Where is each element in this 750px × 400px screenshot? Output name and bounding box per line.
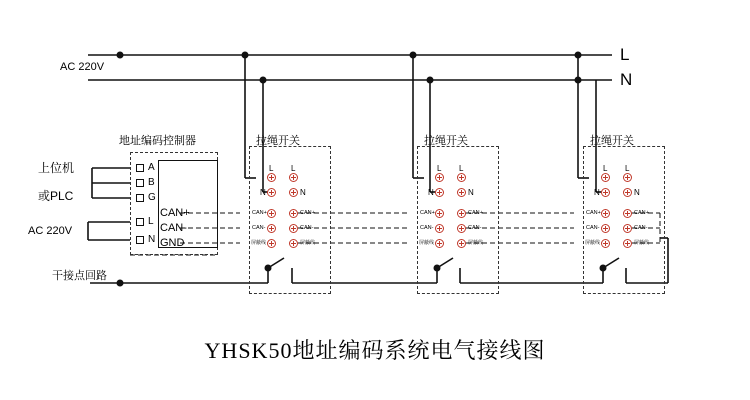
switch-1-terminal-shield-a[interactable] bbox=[267, 239, 276, 248]
switch-3-label-L1: L bbox=[603, 164, 608, 173]
switch-2-terminal-N1[interactable] bbox=[435, 188, 444, 197]
host-computer-label: 上位机 bbox=[38, 161, 75, 175]
switch-3-label-canminus-b: CAN- bbox=[634, 225, 648, 231]
switch-2-terminal-CANplus-a[interactable] bbox=[435, 209, 444, 218]
controller-inner-box bbox=[158, 160, 218, 248]
switch-2-label-N1: N bbox=[428, 188, 434, 197]
controller-terminal-label-B: B bbox=[148, 177, 155, 188]
switch-title-1: 拉绳开关 bbox=[256, 135, 300, 147]
switch-box-3 bbox=[583, 146, 665, 294]
switch-2-label-N2: N bbox=[468, 188, 474, 197]
switch-1-label-canminus-b: CAN- bbox=[300, 225, 314, 231]
switch-2-terminal-L1[interactable] bbox=[435, 173, 444, 182]
switch-1-label-canplus-b: CAN+ bbox=[300, 210, 315, 216]
switch-2-label-canminus-b: CAN- bbox=[468, 225, 482, 231]
switch-2-terminal-shield-b[interactable] bbox=[457, 239, 466, 248]
switch-3-terminal-CANplus-b[interactable] bbox=[623, 209, 632, 218]
plc-label: 或PLC bbox=[38, 189, 74, 203]
switch-1-label-canminus-a: CAN- bbox=[252, 225, 266, 231]
controller-gnd-label: GND bbox=[160, 237, 185, 249]
switch-3-label-shield-a: 屏蔽线 bbox=[585, 240, 601, 246]
switch-3-terminal-shield-b[interactable] bbox=[623, 239, 632, 248]
switch-2-label-canminus-a: CAN- bbox=[420, 225, 434, 231]
diagram-title: YHSK50地址编码系统电气接线图 bbox=[204, 338, 546, 363]
switch-1-terminal-CANminus-b[interactable] bbox=[289, 224, 298, 233]
controller-terminal-label-A: A bbox=[148, 162, 155, 173]
switch-1-label-shield-b: 屏蔽线 bbox=[300, 240, 316, 246]
switch-1-label-shield-a: 屏蔽线 bbox=[251, 240, 267, 246]
switch-2-terminal-shield-a[interactable] bbox=[435, 239, 444, 248]
switch-1-terminal-L1[interactable] bbox=[267, 173, 276, 182]
switch-2-terminal-CANplus-b[interactable] bbox=[457, 209, 466, 218]
switch-2-label-L2: L bbox=[459, 164, 464, 173]
switch-1-terminal-CANplus-b[interactable] bbox=[289, 209, 298, 218]
switch-1-terminal-L2[interactable] bbox=[289, 173, 298, 182]
switch-2-terminal-L2[interactable] bbox=[457, 173, 466, 182]
controller-terminal-G[interactable] bbox=[136, 194, 144, 202]
controller-terminal-label-L: L bbox=[148, 216, 154, 227]
switch-3-terminal-L1[interactable] bbox=[601, 173, 610, 182]
switch-2-terminal-N2[interactable] bbox=[457, 188, 466, 197]
controller-title: 地址编码控制器 bbox=[119, 135, 196, 147]
switch-3-terminal-N2[interactable] bbox=[623, 188, 632, 197]
switch-3-label-shield-b: 屏蔽线 bbox=[634, 240, 650, 246]
switch-2-label-canplus-b: CAN+ bbox=[468, 210, 483, 216]
switch-3-label-canplus-b: CAN+ bbox=[634, 210, 649, 216]
switch-1-terminal-N1[interactable] bbox=[267, 188, 276, 197]
switch-2-label-canplus-a: CAN+ bbox=[420, 210, 435, 216]
switch-1-terminal-shield-b[interactable] bbox=[289, 239, 298, 248]
controller-can-minus-label: CAN- bbox=[160, 222, 187, 234]
controller-terminal-L[interactable] bbox=[136, 218, 144, 226]
switch-title-3: 拉绳开关 bbox=[590, 135, 634, 147]
switch-1-label-L2: L bbox=[291, 164, 296, 173]
rail-label-N: N bbox=[620, 70, 633, 89]
switch-1-label-canplus-a: CAN+ bbox=[252, 210, 267, 216]
controller-can-plus-label: CAN+ bbox=[160, 207, 190, 219]
switch-1-terminal-CANplus-a[interactable] bbox=[267, 209, 276, 218]
controller-terminal-B[interactable] bbox=[136, 179, 144, 187]
controller-ac-label: AC 220V bbox=[28, 225, 73, 237]
switch-box-1 bbox=[249, 146, 331, 294]
switch-1-label-L1: L bbox=[269, 164, 274, 173]
switch-3-label-canplus-a: CAN+ bbox=[586, 210, 601, 216]
switch-2-terminal-CANminus-a[interactable] bbox=[435, 224, 444, 233]
switch-2-label-L1: L bbox=[437, 164, 442, 173]
switch-3-label-N2: N bbox=[634, 188, 640, 197]
switch-title-2: 拉绳开关 bbox=[424, 135, 468, 147]
switch-1-label-N2: N bbox=[300, 188, 306, 197]
switch-3-terminal-N1[interactable] bbox=[601, 188, 610, 197]
switch-3-label-L2: L bbox=[625, 164, 630, 173]
switch-1-terminal-N2[interactable] bbox=[289, 188, 298, 197]
switch-3-terminal-CANminus-a[interactable] bbox=[601, 224, 610, 233]
switch-3-label-N1: N bbox=[594, 188, 600, 197]
controller-terminal-A[interactable] bbox=[136, 164, 144, 172]
dry-contact-label: 干接点回路 bbox=[52, 270, 107, 282]
switch-3-terminal-shield-a[interactable] bbox=[601, 239, 610, 248]
switch-2-label-shield-b: 屏蔽线 bbox=[468, 240, 484, 246]
controller-terminal-N[interactable] bbox=[136, 236, 144, 244]
controller-terminal-label-N: N bbox=[148, 234, 156, 245]
switch-3-terminal-L2[interactable] bbox=[623, 173, 632, 182]
controller-terminal-label-G: G bbox=[148, 192, 156, 203]
switch-1-label-N1: N bbox=[260, 188, 266, 197]
rail-label-L: L bbox=[620, 45, 630, 64]
switch-3-terminal-CANplus-a[interactable] bbox=[601, 209, 610, 218]
switch-3-label-canminus-a: CAN- bbox=[586, 225, 600, 231]
switch-2-terminal-CANminus-b[interactable] bbox=[457, 224, 466, 233]
switch-box-2 bbox=[417, 146, 499, 294]
switch-3-terminal-CANminus-b[interactable] bbox=[623, 224, 632, 233]
switch-1-terminal-CANminus-a[interactable] bbox=[267, 224, 276, 233]
rail-source-label: AC 220V bbox=[60, 61, 105, 73]
switch-2-label-shield-a: 屏蔽线 bbox=[419, 240, 435, 246]
